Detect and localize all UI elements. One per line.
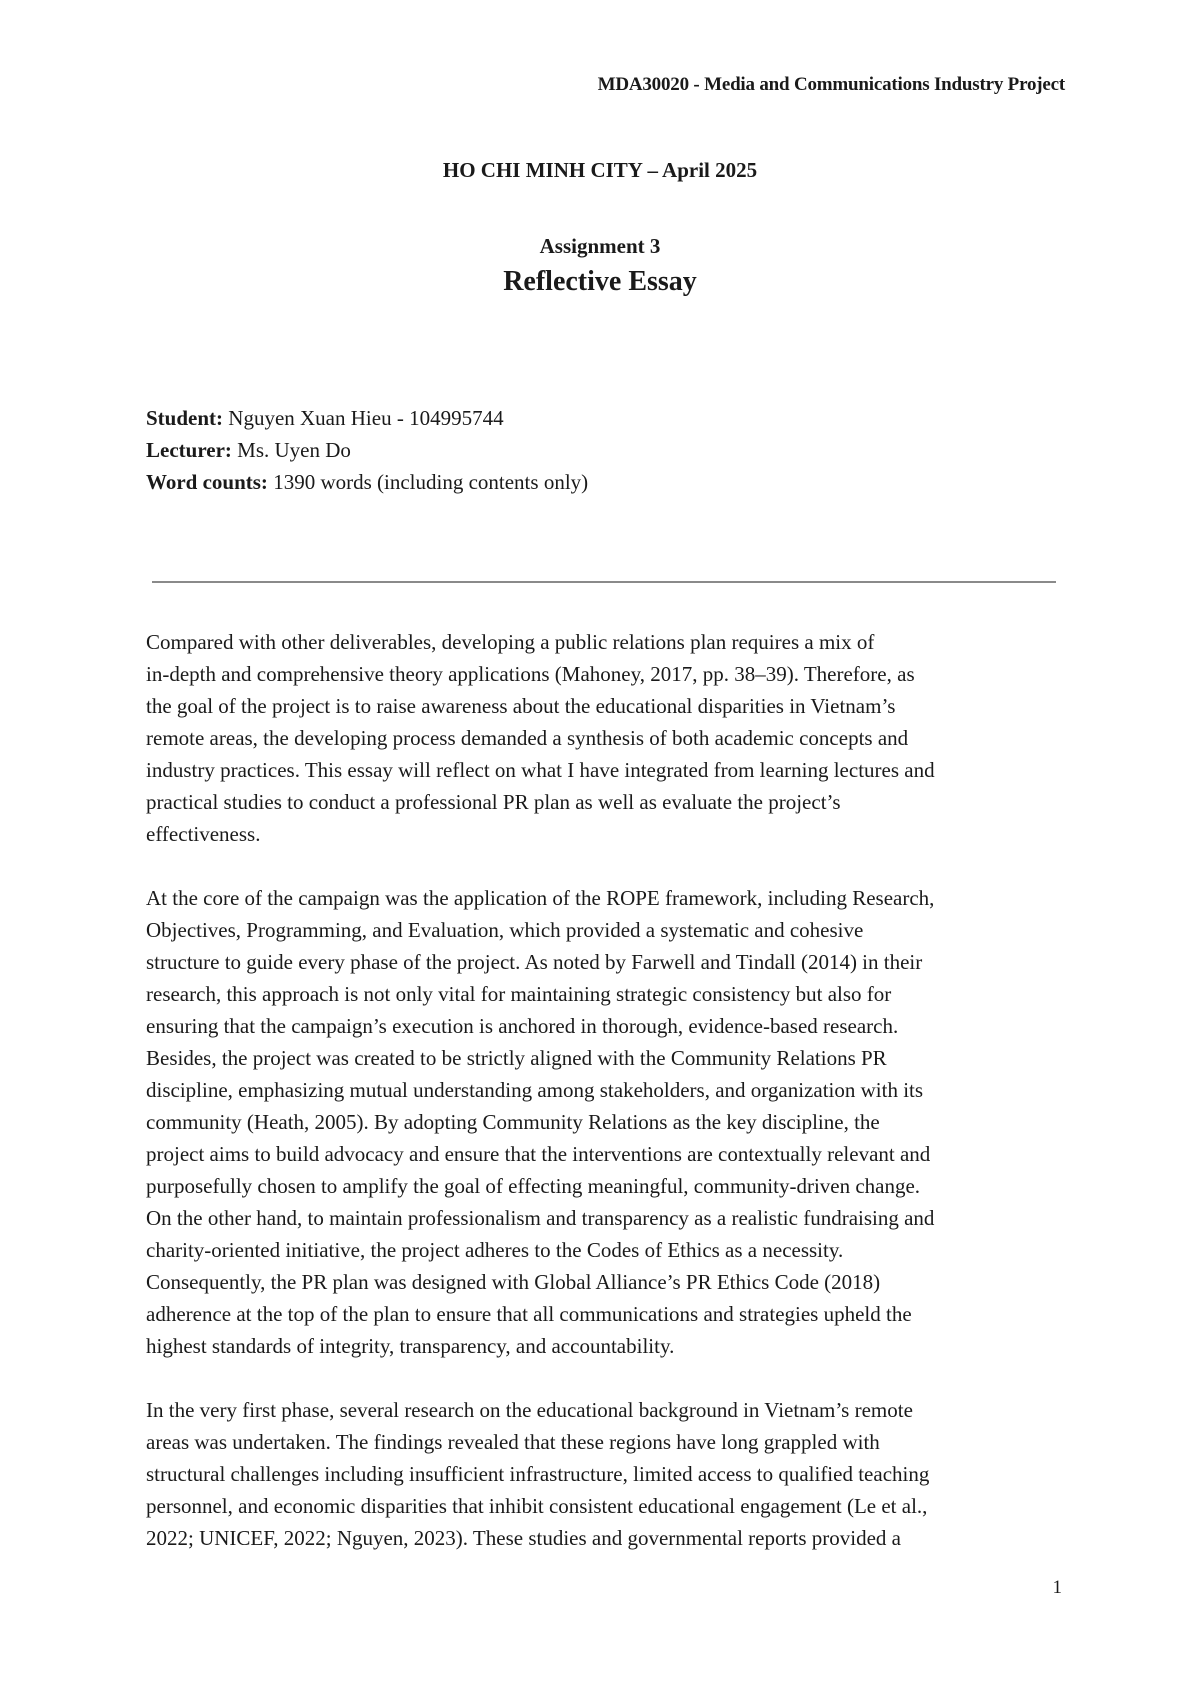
word-count-value: 1390 words (including contents only) [273,470,589,494]
place-date: HO CHI MINH CITY – April 2025 [442,158,758,182]
paragraph-line: highest standards of integrity, transparency, and accountability. [146,1334,675,1358]
horizontal-divider [152,581,1056,583]
paragraph-line: project aims to build advocacy and ensure that the interventions are contextually relevant and [146,1142,931,1166]
paragraph-line: structure to guide every phase of the project. As noted by Farwell and Tindall (2014) in their [146,950,923,974]
paragraph-line: areas was undertaken. The findings revealed that these regions have long grappled with [146,1430,880,1454]
paragraph-line: At the core of the campaign was the application of the ROPE framework, including Research, [146,886,935,910]
word-count-line [146,466,588,498]
paragraph-line: purposefully chosen to amplify the goal of effecting meaningful, community-driven change. [146,1174,921,1198]
paragraph-line: personnel, and economic disparities that inhibit consistent educational engagement (Le et al., [146,1494,928,1518]
paragraph-line: ensuring that the campaign’s execution is anchored in thorough, evidence-based research. [146,1014,899,1038]
student-info [146,402,588,498]
student-value: Nguyen Xuan Hieu - 104995744 [228,406,504,430]
paragraph-line: industry practices. This essay will reflect on what I have integrated from learning lectures and [146,758,935,782]
paragraph-line: charity-oriented initiative, the project adheres to the Codes of Ethics as a necessity. [146,1238,844,1262]
page-number: 1 [1052,1577,1062,1598]
paragraph [146,626,1072,850]
paragraph-line: discipline, emphasizing mutual understanding among stakeholders, and organization with its [146,1078,924,1102]
paragraph-line: practical studies to conduct a professional PR plan as well as evaluate the project’s [146,790,841,814]
student-label: Student: [146,406,224,430]
paragraph-line: in-depth and comprehensive theory applications (Mahoney, 2017, pp. 38–39). Therefore, as [146,662,915,686]
paragraph-line: adherence at the top of the plan to ensure that all communications and strategies upheld the [146,1302,912,1326]
paragraph-line: 2022; UNICEF, 2022; Nguyen, 2023). These studies and governmental reports provided a [146,1526,901,1550]
paragraph-line: research, this approach is not only vital for maintaining strategic consistency but also for [146,982,892,1006]
paragraph-line: the goal of the project is to raise awareness about the educational disparities in Vietnam’s [146,694,896,718]
word-count-label: Word counts: [146,470,268,494]
running-header: MDA30020 - Media and Communications Industry Project [597,74,1065,95]
lecturer-label: Lecturer: [146,438,232,462]
lecturer-value: Ms. Uyen Do [237,438,351,462]
paragraph-line: remote areas, the developing process demanded a synthesis of both academic concepts and [146,726,909,750]
paragraph-line: structural challenges including insufficient infrastructure, limited access to qualified teaching [146,1462,930,1486]
lecturer-line [146,434,588,466]
essay-body [146,626,1072,1586]
paragraph-line: Compared with other deliverables, developing a public relations plan requires a mix of [146,630,875,654]
paragraph-line: community (Heath, 2005). By adopting Community Relations as the key discipline, the [146,1110,880,1134]
paragraph-line: On the other hand, to maintain professionalism and transparency as a realistic fundraising and [146,1206,935,1230]
assignment-number: Assignment 3 [539,234,661,258]
paragraph-line: Besides, the project was created to be strictly aligned with the Community Relations PR [146,1046,887,1070]
paragraph-line: In the very first phase, several research on the educational background in Vietnam’s remote [146,1398,913,1422]
essay-title: Reflective Essay [503,266,697,297]
paragraph-line: effectiveness. [146,822,261,846]
paragraph-line: Consequently, the PR plan was designed with Global Alliance’s PR Ethics Code (2018) [146,1270,881,1294]
paragraph [146,882,1072,1362]
student-line [146,402,588,434]
paragraph [146,1394,1072,1554]
paragraph-line: Objectives, Programming, and Evaluation, which provided a systematic and cohesive [146,918,864,942]
